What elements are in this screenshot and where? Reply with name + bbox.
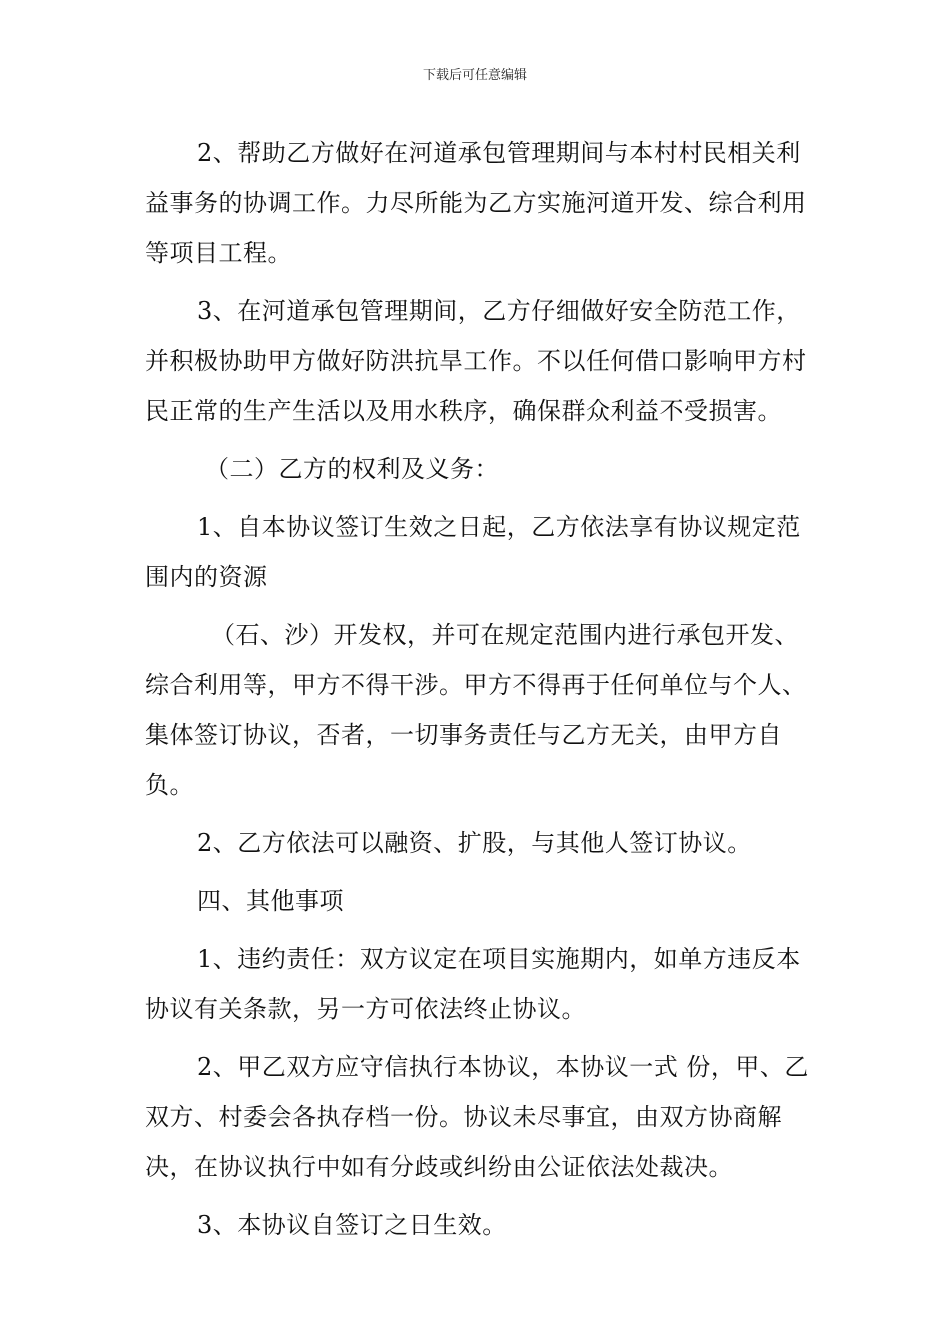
paragraph-b-clause-2: 2、乙方依法可以融资、扩股，与其他人签订协议。: [197, 829, 752, 857]
paragraph-other-clause-2: 2、甲乙双方应守信执行本协议，本协议一式 份，甲、乙双方、村委会各执存档一份。协议未尽事宜，由双方协商解决，在协议执行中如有分歧或纠纷由公证依法处裁决。: [145, 1053, 809, 1181]
paragraph-b-clause-1: 1、自本协议签订生效之日起，乙方依法享有协议规定范围内的资源: [145, 513, 801, 591]
paragraph-other-clause-3: 3、本协议自签订之日生效。: [197, 1211, 507, 1239]
document-body: [145, 128, 813, 1250]
section-heading-other-matters: 四、其他事项: [197, 887, 344, 915]
paragraph-other-clause-1: 1、违约责任：双方议定在项目实施期内，如单方违反本协议有关条款，另一方可依法终止协议。: [145, 945, 801, 1023]
paragraph-clause-3: 3、在河道承包管理期间，乙方仔细做好安全防范工作，并积极协助甲方做好防洪抗旱工作。不以任何借口影响甲方村民正常的生产生活以及用水秩序，确保群众利益不受损害。: [145, 297, 807, 425]
paragraph-b-clause-1-continued: （石、沙）开发权，并可在规定范围内进行承包开发、综合利用等，甲方不得干涉。甲方不得再于任何单位与个人、集体签订协议，否者，一切事务责任与乙方无关，由甲方自负。: [145, 621, 807, 799]
paragraph-clause-2: 2、帮助乙方做好在河道承包管理期间与本村村民相关利益事务的协调工作。力尽所能为乙方实施河道开发、综合利用等项目工程。: [145, 139, 807, 267]
page-header: 下载后可任意编辑: [422, 68, 527, 83]
section-heading-party-b-rights: （二）乙方的权利及义务：: [205, 455, 499, 483]
